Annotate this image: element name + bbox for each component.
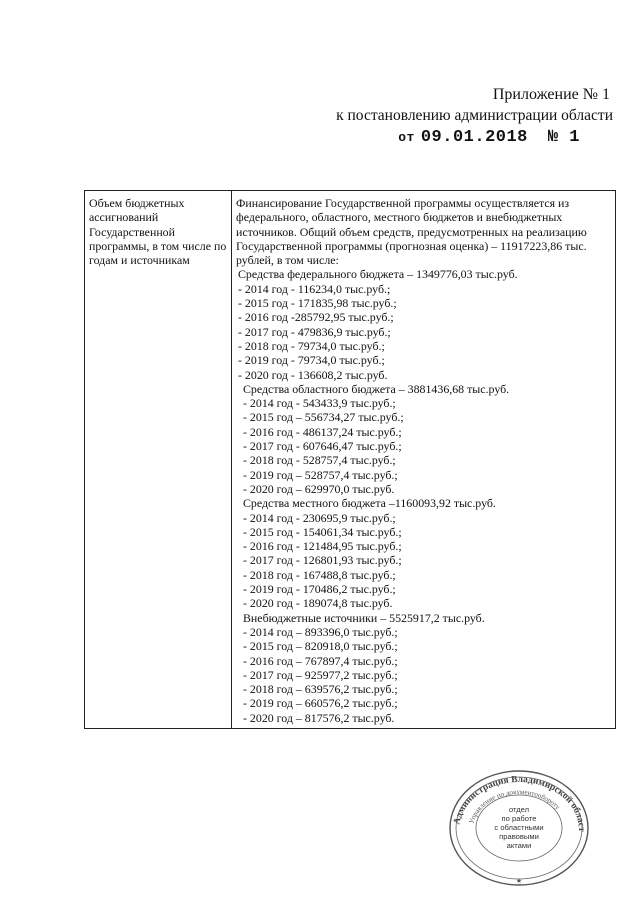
stamp-center-line: актами xyxy=(506,841,532,850)
funding-table xyxy=(84,190,616,729)
funding-year-line: - 2014 год - 230695,9 тыс.руб.; xyxy=(243,510,396,525)
stamp-center-line: по работе xyxy=(501,814,537,823)
table-content-cell xyxy=(232,191,616,729)
funding-year-line: - 2015 год - 154061,34 тыс.руб.; xyxy=(243,524,402,539)
funding-year-line: - 2014 год - 543433,9 тыс.руб.; xyxy=(243,396,396,411)
stamp-ring-text: Администрация Владимирской област xyxy=(452,774,587,832)
funding-year-line: - 2019 год – 528757,4 тыс.руб.; xyxy=(243,467,398,482)
funding-year-line: - 2014 год – 893396,0 тыс.руб.; xyxy=(243,624,398,639)
funding-year-line: - 2018 год - 528757,4 тыс.руб.; xyxy=(243,453,396,468)
decree-date: 09.01.2018 xyxy=(420,128,528,147)
funding-year-line: - 2020 год - 189074,8 тыс.руб. xyxy=(243,596,393,611)
funding-year-line: - 2015 год – 556734,27 тыс.руб.; xyxy=(243,410,404,425)
appendix-subtitle: к постановлению администрации области xyxy=(336,107,613,124)
funding-section-heading: Средства областного бюджета – 3881436,68 тыс.руб. xyxy=(243,381,510,396)
funding-year-line: - 2018 год - 167488,8 тыс.руб.; xyxy=(243,567,396,582)
funding-year-line: - 2020 год - 136608,2 тыс.руб. xyxy=(238,367,388,382)
number-sign: № xyxy=(547,128,559,147)
appendix-title: Приложение № 1 xyxy=(492,86,610,103)
funding-year-line: - 2016 год – 767897,4 тыс.руб.; xyxy=(243,653,398,668)
table-label-cell xyxy=(85,191,232,729)
decree-date-line xyxy=(398,128,580,147)
decree-number: 1 xyxy=(569,128,580,147)
stamp-center-line: правовыми xyxy=(499,832,539,841)
funding-year-line: - 2018 год - 79734,0 тыс.руб.; xyxy=(238,338,385,353)
funding-year-line: - 2016 год - 486137,24 тыс.руб.; xyxy=(243,424,402,439)
funding-year-line: - 2018 год – 639576,2 тыс.руб.; xyxy=(243,682,398,697)
funding-section-heading: Средства местного бюджета –1160093,92 тыс.руб. xyxy=(243,496,496,511)
funding-year-line: - 2015 год – 820918,0 тыс.руб.; xyxy=(243,639,398,654)
funding-year-line: - 2019 год - 79734,0 тыс.руб.; xyxy=(238,353,385,368)
funding-year-line: - 2015 год - 171835,98 тыс.руб.; xyxy=(238,296,397,311)
table-label: Объем бюджетных ассигнований Государственной программы, в том числе по годам и источникам xyxy=(89,196,227,268)
funding-year-line: - 2017 год – 925977,2 тыс.руб.; xyxy=(243,667,398,682)
funding-year-line: - 2016 год - 121484,95 тыс.руб.; xyxy=(243,539,402,554)
official-stamp xyxy=(446,768,592,888)
funding-intro: Финансирование Государственной программы осуществляется из федерального, областного, местного бюджетов и внебюджетных источников. Общий объем средств, предусмотренных на реализацию Государственной программы (прогнозная оценка) – 11917223,86 тыс. рублей, в том числе: xyxy=(236,196,587,268)
funding-year-line: - 2014 год - 116234,0 тыс.руб.; xyxy=(238,281,391,296)
funding-sections xyxy=(236,267,611,725)
funding-year-line: - 2020 год – 817576,2 тыс.руб. xyxy=(243,710,395,725)
funding-year-line: - 2017 год - 607646,47 тыс.руб.; xyxy=(243,439,402,454)
stamp-center-line: с областными xyxy=(494,823,544,832)
funding-section-heading: Средства федерального бюджета – 1349776,03 тыс.руб. xyxy=(238,267,518,282)
funding-year-line: - 2017 год - 479836,9 тыс.руб.; xyxy=(238,324,391,339)
stamp-inner-ring-text: Управление по документообороту xyxy=(467,787,562,825)
funding-year-line: - 2016 год -285792,95 тыс.руб.; xyxy=(238,310,394,325)
stamp-star-icon: ★ xyxy=(515,877,523,885)
funding-year-line: - 2019 год – 660576,2 тыс.руб.; xyxy=(243,696,398,711)
funding-section-heading: Внебюджетные источники – 5525917,2 тыс.руб. xyxy=(243,610,485,625)
funding-year-line: - 2019 год - 170486,2 тыс.руб.; xyxy=(243,582,396,597)
funding-year-line: - 2020 год – 629970,0 тыс.руб. xyxy=(243,481,395,496)
stamp-center-text xyxy=(482,805,556,850)
stamp-center-line: отдел xyxy=(508,805,530,814)
funding-year-line: - 2017 год - 126801,93 тыс.руб.; xyxy=(243,553,402,568)
date-prefix: от xyxy=(398,130,415,145)
